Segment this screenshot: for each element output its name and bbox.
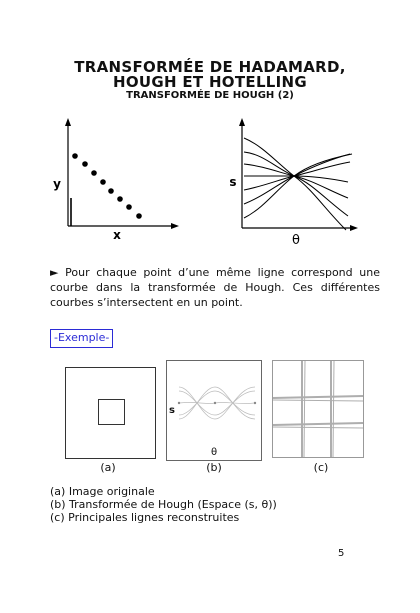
- reconstructed-line: [273, 396, 363, 398]
- point: [126, 204, 132, 210]
- theta-axis-arrow: [350, 225, 358, 231]
- example-label: -Exemple-: [50, 329, 113, 348]
- caption-c: (c): [313, 461, 329, 474]
- figure-b-theta-label: θ: [211, 447, 218, 458]
- hough-curve: [244, 164, 348, 198]
- peak: [254, 402, 256, 404]
- explanation-paragraph: ► Pour chaque point d’une même ligne correspond une courbe dans la transformée de Hough. Ces différentes courbes s’intersectent en un point.: [50, 266, 380, 309]
- point: [91, 170, 97, 176]
- hough-curve: [244, 152, 348, 216]
- s-label: s: [229, 175, 237, 189]
- square-shape: [98, 399, 125, 425]
- hough-diagram: [228, 118, 368, 248]
- xy-diagram: [53, 118, 185, 242]
- peak: [178, 402, 180, 404]
- title-line-1: TRANSFORMÉE DE HADAMARD,: [74, 58, 346, 76]
- s-axis-arrow: [239, 118, 245, 126]
- point: [100, 179, 106, 185]
- caption-b: (b): [206, 461, 222, 474]
- reconstructed-line: [273, 400, 363, 401]
- subtitle: TRANSFORMÉE DE HOUGH (2): [126, 90, 294, 101]
- title-line-2: HOUGH ET HOTELLING: [112, 73, 308, 91]
- reconstructed-line: [333, 361, 334, 457]
- point: [82, 161, 88, 167]
- theta-label: θ: [292, 233, 300, 248]
- figure-reconstructed-lines: [272, 360, 364, 458]
- hough-curve: [244, 138, 346, 230]
- x-label: x: [113, 228, 121, 242]
- figure-hough-transform: [166, 360, 262, 461]
- peak: [214, 402, 216, 404]
- reconstructed-line: [304, 361, 305, 457]
- page-number: 5: [338, 548, 345, 559]
- point: [136, 213, 142, 219]
- reconstructed-line: [273, 423, 363, 425]
- x-axis-arrow: [171, 223, 179, 229]
- legend-item: (c) Principales lignes reconstruites: [50, 511, 240, 524]
- figure-b-s-label: s: [169, 405, 175, 416]
- reconstructed-line: [273, 427, 363, 428]
- figure-legend: [50, 485, 277, 524]
- y-axis-arrow: [65, 118, 71, 126]
- point: [72, 153, 78, 159]
- point: [108, 188, 114, 194]
- legend-item: (b) Transformée de Hough (Espace (s, θ)): [50, 498, 277, 511]
- point: [117, 196, 123, 202]
- figure-original-image: [65, 367, 156, 459]
- legend-item: (a) Image originale: [50, 485, 155, 498]
- hough-band: [179, 402, 255, 403]
- caption-a: (a): [100, 461, 116, 474]
- y-label: y: [53, 177, 61, 191]
